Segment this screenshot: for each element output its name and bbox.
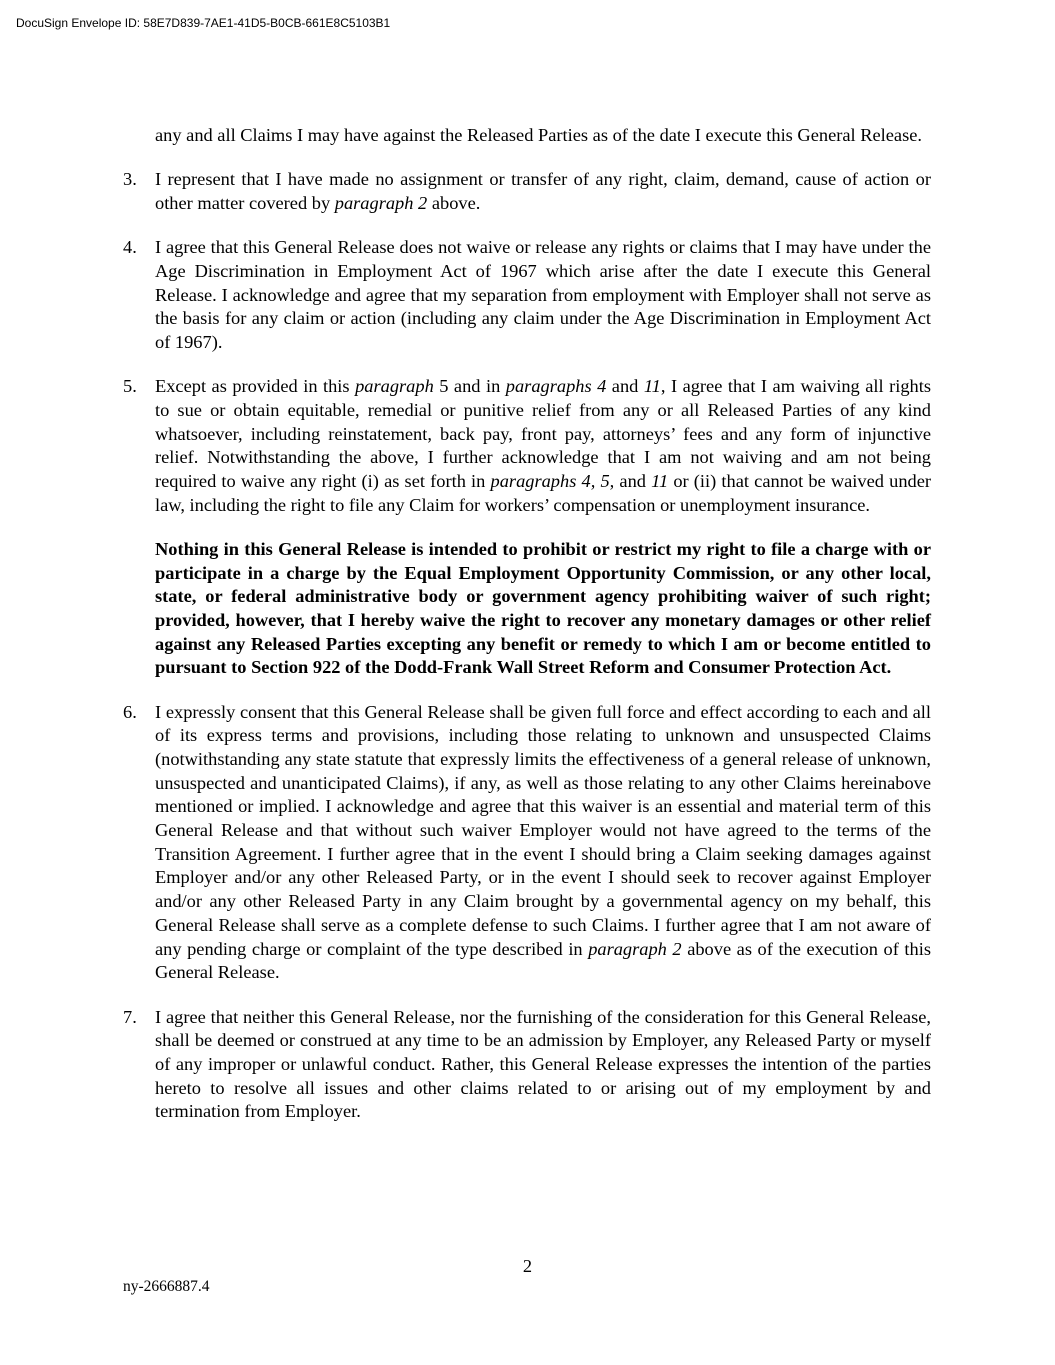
italic-reference: paragraph 2 [588,938,682,959]
italic-reference: paragraphs 4 [505,376,607,397]
text-run: I represent that I have made no assignment or transfer of any right, claim, demand, cause of action or other matter covered by [155,169,931,213]
italic-reference: 11 [643,376,661,397]
paragraph-number: 5. [123,376,137,397]
paragraph-number: 6. [123,701,137,722]
text-run: I agree that this General Release does not waive or release any rights or claims that I may have under the Age Discrimination in Employment Act of 1967 which arise after the date I execute this General Release. I acknowledge and agree that my separation from employment with Employer shall not serve as the basis for any claim or action (including any claim under the Age Discrimination in Employment Act of 1967). [155,237,931,352]
text-run: and [606,376,644,397]
paragraph-number: 4. [123,237,137,258]
bold-notice-paragraph: Nothing in this General Release is intended to prohibit or restrict my right to file a charge with or participate in a charge by the Equal Employment Opportunity Commission, or any other local, state, or federal administrative body or government agency prohibiting waiver of such right; provided, however, that I hereby waive the right to recover any monetary damages or other relief against any Released Parties excepting any benefit or remedy to which I am or become entitled to pursuant to Section 922 of the Dodd-Frank Wall Street Reform and Consumer Protection Act. [155,538,931,678]
text-run: 5 and in [433,376,506,397]
docusign-envelope-id: DocuSign Envelope ID: 58E7D839-7AE1-41D5-B0CB-661E8C5103B1 [16,16,391,30]
numbered-paragraph [123,168,931,215]
text-run: Except as provided in this [155,376,356,397]
numbered-paragraph [123,236,931,355]
text-run: I expressly consent that this General Release shall be given full force and effect according to each and all of its express terms and provisions, including those relating to unknown and unsuspected Claims (notwithstanding any state statute that expressly limits the effectiveness of a general release of unknown, unsuspected and unanticipated Claims), if any, as well as those relating to any other Claims hereinabove mentioned or implied. I acknowledge and agree that this waiver is an essential and material term of this General Release and that without such waiver Employer would not have agreed to the terms of the Transition Agreement. I further agree that in the event I should bring a Claim seeking damages against Employer and/or any other Released Party, or in the event I should seek to recover against Employer and/or any other Released Party in any Claim brought by a governmental agency on my behalf, this General Release shall serve as a complete defense to such Claims. I further agree that I am not aware of any pending charge or complaint of the type described in [155,701,931,959]
text-run: and [614,470,652,491]
numbered-list-bottom [123,701,931,1124]
page-number: 2 [522,1256,533,1276]
text-run: or (ii) that cannot be waived under law, including the right to file any Claim for workers’ compensation or unemployment insurance. [155,470,931,515]
paragraph-number: 3. [123,169,137,190]
numbered-paragraph [123,1006,931,1125]
numbered-list-top [123,168,931,517]
paragraph-text [155,1006,931,1125]
italic-reference: paragraphs 4, 5, [490,470,615,491]
document-id: ny-2666887.4 [123,1278,210,1295]
italic-reference: 11 [651,470,669,491]
numbered-paragraph [123,701,931,985]
text-run: above. [427,192,481,213]
numbered-paragraph [123,375,931,517]
italic-reference: paragraph [355,376,434,397]
italic-reference: paragraph 2 [334,192,428,213]
paragraph-number: 7. [123,1006,137,1027]
paragraph-text [155,701,931,985]
document-body [123,124,931,1145]
text-run: above as of the execution of this General Release. [155,938,931,983]
text-run: , I agree that I am waiving all rights to sue or obtain equitable, remedial or punitive relief from any or all Released Parties of any kind whatsoever, including reinstatement, back pay, front pay, attorneys’ fees and any form of injunctive relief. Notwithstanding the above, I further acknowledge that I am not waiving and am not being required to waive any right (i) as set forth in [155,376,931,491]
paragraph-text [155,375,931,517]
paragraph-text [155,168,931,215]
continuation-paragraph: any and all Claims I may have against the Released Parties as of the date I execute this General Release. [155,125,923,145]
paragraph-text [155,236,931,355]
text-run: I agree that neither this General Release, nor the furnishing of the consideration for this General Release, shall be deemed or construed at any time to be an admission by Employer, any Released Party or myself of any improper or unlawful conduct. Rather, this General Release expresses the intention of the parties hereto to resolve all issues and other claims related to or arising out of my employment by and termination from Employer. [155,1006,931,1122]
